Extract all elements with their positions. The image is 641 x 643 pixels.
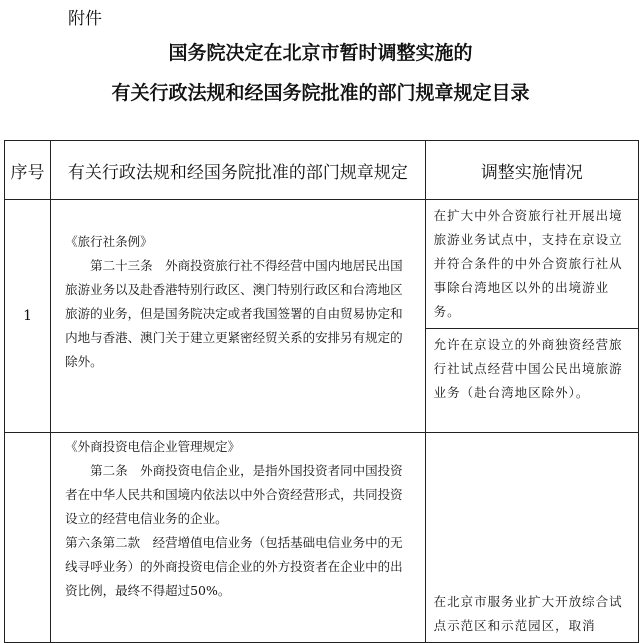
table-row — [5, 200, 639, 433]
attachment-label: 附件 — [68, 9, 102, 29]
header-no: 序号 — [5, 141, 51, 200]
adjustment-cell — [425, 433, 638, 643]
table-header-row — [5, 141, 639, 200]
header-adjustment: 调整实施情况 — [425, 141, 638, 200]
adjustment-text: 在北京市服务业扩大开放综合试点示范区和示范园区，取消 — [433, 594, 623, 633]
regulation-text: 第二十三条 外商投资旅行社不得经营中国内地居民出国旅游业务以及赴香港特别行政区、澳门特别行政区和台湾地区旅游的业务，但是国务院决定或者我国签署的自由贸易协定和内地与香港、澳门关于建立更紧密经贸关系的安排另有规定的除外。 — [65, 258, 403, 369]
regulation-title: 《外商投资电信企业管理规定》 — [65, 439, 241, 454]
row-number — [5, 433, 51, 643]
header-regulation: 有关行政法规和经国务院批准的部门规章规定 — [51, 141, 426, 200]
regulation-cell — [51, 200, 426, 433]
regulation-text: 第六条第二款 经营增值电信业务（包括基础电信业务中的无线寻呼业务）的外商投资电信企业的外方投资者在企业中的出资比例，最终不得超过50%。 — [65, 535, 403, 598]
regulation-cell — [51, 433, 426, 643]
document-title-line1: 国务院决定在北京市暂时调整实施的 — [168, 42, 473, 64]
adjustment-text: 允许在京设立的外商独资经营旅行社试点经营中国公民出境旅游业务（赴台湾地区除外）。 — [426, 328, 638, 409]
regulation-text: 第二条 外商投资电信企业，是指外国投资者同中国投资者在中华人民共和国境内依法以中外合资经营形式，共同投资设立的经营电信业务的企业。 — [65, 463, 403, 526]
adjustment-text: 在扩大中外合资旅行社开展出境旅游业务试点中，支持在京设立并符合条件的中外合资旅行社从事除台湾地区以外的出境游业务。 — [433, 208, 623, 319]
adjustment-cell — [425, 200, 638, 433]
regulation-table — [4, 140, 639, 643]
document-title-line2: 有关行政法规和经国务院批准的部门规章规定目录 — [111, 82, 530, 104]
table-row — [5, 433, 639, 643]
regulation-title: 《旅行社条例》 — [65, 234, 153, 249]
row-number: 1 — [5, 200, 51, 433]
